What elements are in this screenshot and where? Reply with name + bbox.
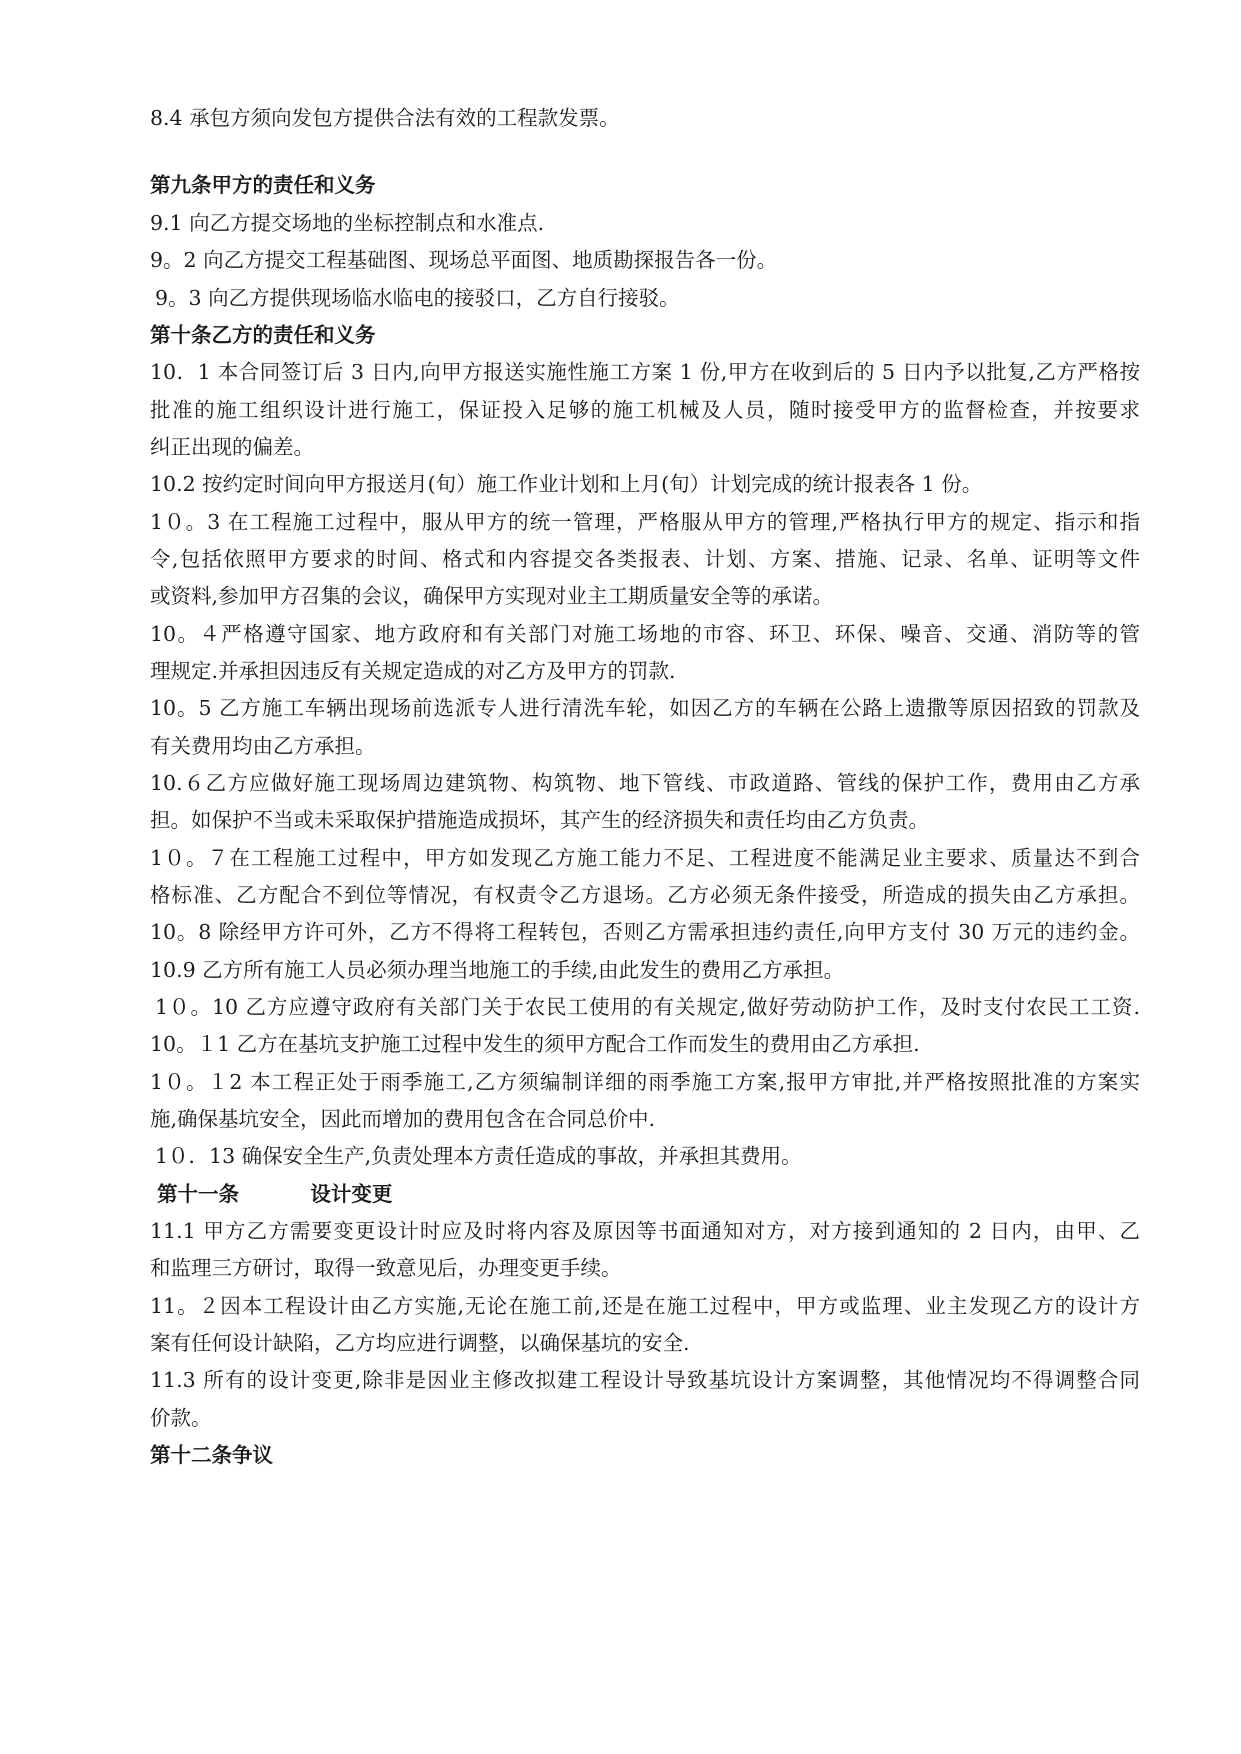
clause-9-3: 9。3 向乙方提供现场临水临电的接驳口，乙方自行接驳。	[155, 286, 680, 310]
clause-10-9: 10.9 乙方所有施工人员必须办理当地施工的手续,由此发生的费用乙方承担。	[150, 958, 845, 982]
clause-10-2: 10.2 按约定时间向甲方报送月(旬）施工作业计划和上月(旬）计划完成的统计报表各 1 份。	[150, 472, 983, 496]
clause-11-1-line-1: 11.1 甲方乙方需要变更设计时应及时将内容及原因等书面通知对方，对方接到通知的 2 日内，由甲、乙	[150, 1219, 1140, 1243]
clause-10-5-line-1: 10。5 乙方施工车辆出现场前选派专人进行清洗车轮，如因乙方的车辆在公路上遗撒等原因招致的罚款及	[150, 696, 1140, 720]
clause-10-4-line-1: 10。４严格遵守国家、地方政府和有关部门对施工场地的市容、环卫、环保、噪音、交通、消防等的管	[150, 622, 1140, 646]
clause-10-3-line-2: 令,包括依照甲方要求的时间、格式和内容提交各类报表、计划、方案、措施、记录、名单、证明等文件	[150, 547, 1140, 571]
clause-10-10: 1０。10 乙方应遵守政府有关部门关于农民工使用的有关规定,做好劳动防护工作，及时支付农民工工资.	[155, 995, 1140, 1019]
clause-11-3-line-1: 11.3 所有的设计变更,除非是因业主修改拟建工程设计导致基坑设计方案调整，其他情况均不得调整合同	[150, 1368, 1140, 1392]
clause-10-8: 10。8 除经甲方许可外，乙方不得将工程转包，否则乙方需承担违约责任,向甲方支付 30 万元的违约金。	[150, 920, 1140, 944]
clause-10-11: 10。１1 乙方在基坑支护施工过程中发生的须甲方配合工作而发生的费用由乙方承担.	[150, 1032, 920, 1056]
article-9-heading: 第九条甲方的责任和义务	[150, 173, 376, 197]
article-12-heading: 第十二条争议	[150, 1443, 273, 1467]
clause-11-1-line-2: 和监理三方研讨，取得一致意见后，办理变更手续。	[150, 1256, 622, 1280]
clause-10-4-line-2: 理规定.并承担因违反有关规定造成的对乙方及甲方的罚款.	[150, 659, 676, 683]
article-11-heading: 第十一条 设计变更	[157, 1182, 393, 1206]
clause-10-12-line-1: 1０。１2 本工程正处于雨季施工,乙方须编制详细的雨季施工方案,报甲方审批,并严格按照批准的方案实	[150, 1070, 1140, 1094]
clause-10-7-line-1: 1０。７在工程施工过程中，甲方如发现乙方施工能力不足、工程进度不能满足业主要求、质量达不到合	[150, 846, 1140, 870]
clause-10-12-line-2: 施,确保基坑安全，因此而增加的费用包含在合同总价中.	[150, 1107, 656, 1131]
clause-10-3-line-3: 或资料,参加甲方召集的会议，确保甲方实现对业主工期质量安全等的承诺。	[150, 584, 834, 608]
clause-11-2-line-2: 案有任何设计缺陷，乙方均应进行调整，以确保基坑的安全.	[150, 1331, 690, 1355]
clause-10-1-line-1: 10．1 本合同签订后 3 日内,向甲方报送实施性施工方案 1 份,甲方在收到后的 5 日内予以批复,乙方严格按	[150, 360, 1140, 384]
clause-10-1-line-2: 批准的施工组织设计进行施工，保证投入足够的施工机械及人员，随时接受甲方的监督检查，并按要求	[150, 398, 1140, 422]
clause-10-6-line-2: 担。如保护不当或未采取保护措施造成损坏，其产生的经济损失和责任均由乙方负责。	[150, 808, 929, 832]
article-10-heading: 第十条乙方的责任和义务	[150, 323, 376, 347]
clause-10-3-line-1: 1０。3 在工程施工过程中，服从甲方的统一管理，严格服从甲方的管理,严格执行甲方的规定、指示和指	[150, 510, 1140, 534]
clause-8-4: 8.4 承包方须向发包方提供合法有效的工程款发票。	[150, 106, 620, 130]
clause-10-13: 1０．13 确保安全生产,负责处理本方责任造成的事故，并承担其费用。	[155, 1144, 802, 1168]
clause-11-3-line-2: 价款。	[150, 1406, 212, 1430]
clause-9-2: 9。2 向乙方提交工程基础图、现场总平面图、地质勘探报告各一份。	[150, 248, 778, 272]
clause-11-2-line-1: 11。２因本工程设计由乙方实施,无论在施工前,还是在施工过程中，甲方或监理、业主发现乙方的设计方	[150, 1294, 1140, 1318]
clause-10-7-line-2: 格标准、乙方配合不到位等情况，有权责令乙方退场。乙方必须无条件接受，所造成的损失由乙方承担。	[150, 883, 1140, 907]
clause-10-6-line-1: 10.６乙方应做好施工现场周边建筑物、构筑物、地下管线、市政道路、管线的保护工作，费用由乙方承	[150, 771, 1140, 795]
clause-10-5-line-2: 有关费用均由乙方承担。	[150, 734, 376, 758]
clause-10-1-line-3: 纠正出现的偏差。	[150, 435, 314, 459]
clause-9-1: 9.1 向乙方提交场地的坐标控制点和水准点.	[150, 211, 545, 235]
